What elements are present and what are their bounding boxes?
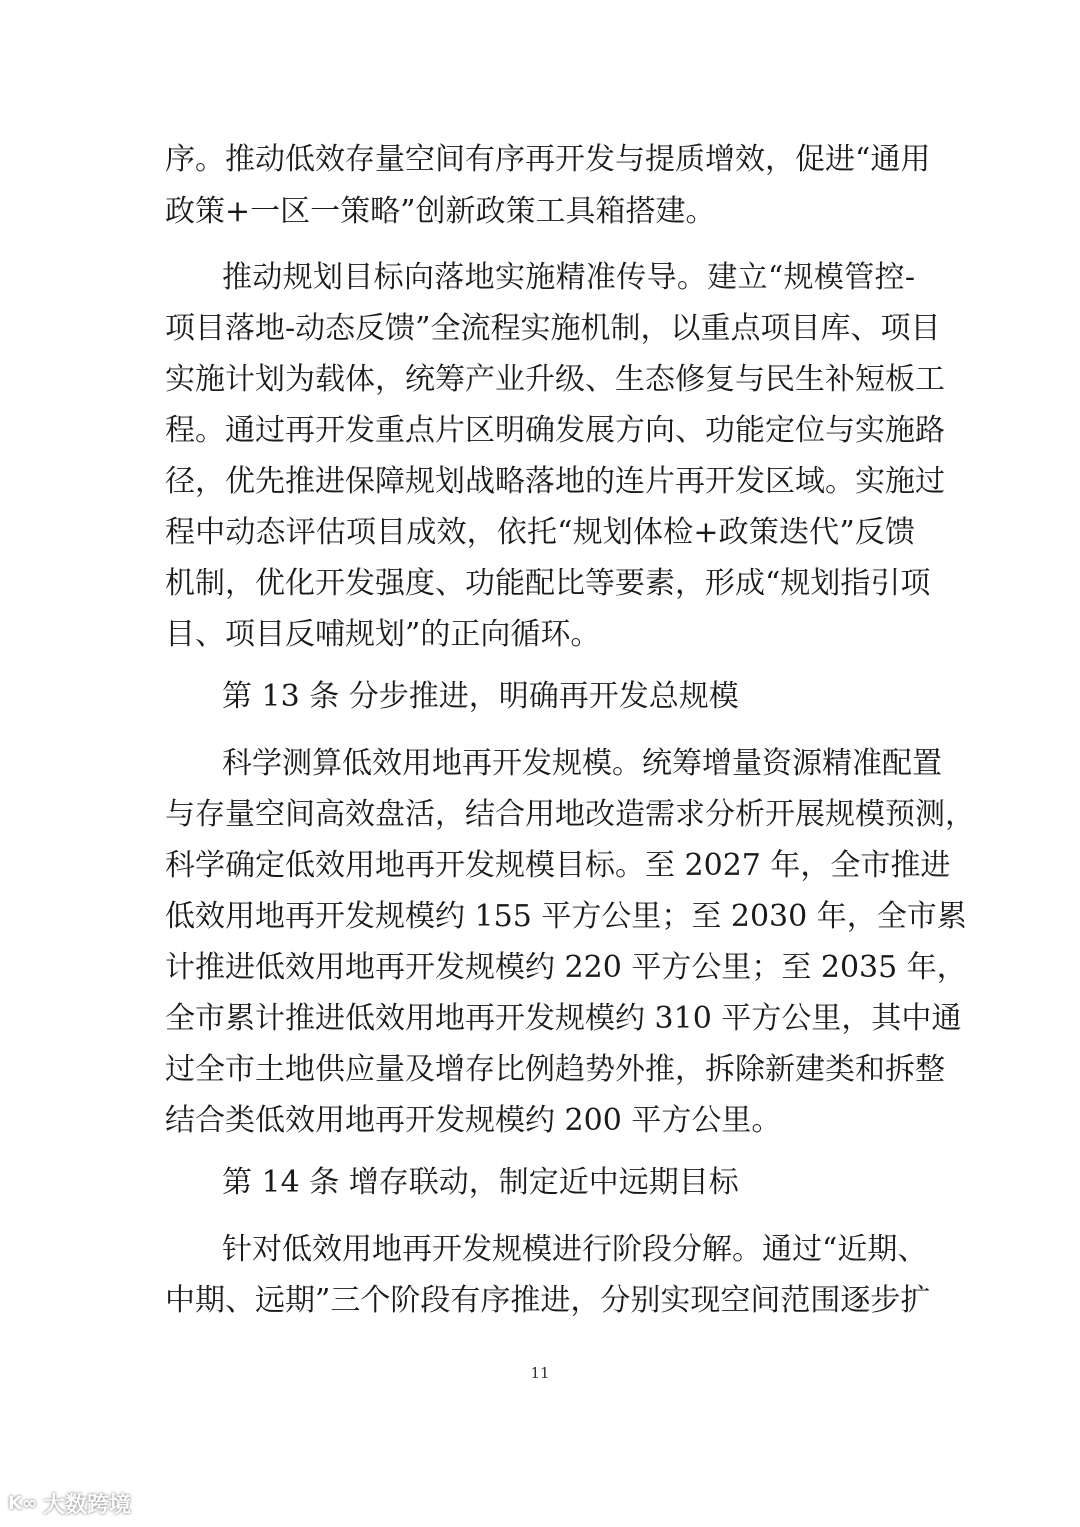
text-line: 科学测算低效用地再开发规模。统筹增量资源精准配置 xyxy=(222,746,942,781)
text-line: 过全市土地供应量及增存比例趋势外推，拆除新建类和拆整 xyxy=(165,1052,945,1087)
text-line: 程中动态评估项目成效，依托“规划体检+政策迭代”反馈 xyxy=(165,515,915,550)
text-line: 序。推动低效存量空间有序再开发与提质增效，促进“通用 xyxy=(165,142,931,177)
text-line: 目、项目反哺规划”的正向循环。 xyxy=(165,617,601,652)
text-line: 全市累计推进低效用地再开发规模约 310 平方公里，其中通 xyxy=(165,1001,962,1036)
text-line: 针对低效用地再开发规模进行阶段分解。通过“近期、 xyxy=(222,1232,928,1267)
text-line: 实施计划为载体，统筹产业升级、生态修复与民生补短板工 xyxy=(165,362,945,397)
text-line: 科学确定低效用地再开发规模目标。至 2027 年，全市推进 xyxy=(165,848,951,883)
text-line: 计推进低效用地再开发规模约 220 平方公里；至 2035 年， xyxy=(165,950,967,985)
article-heading: 第 13 条 分步推进，明确再开发总规模 xyxy=(222,679,739,714)
text-line: 程。通过再开发重点片区明确发展方向、功能定位与实施路 xyxy=(165,413,945,448)
watermark xyxy=(8,1488,131,1519)
watermark-logo-icon: K∞ xyxy=(8,1493,37,1514)
page-number: 11 xyxy=(530,1364,550,1382)
article-heading: 第 14 条 增存联动，制定近中远期目标 xyxy=(222,1165,739,1200)
text-line: 机制，优化开发强度、功能配比等要素，形成“规划指引项 xyxy=(165,566,931,601)
text-line: 低效用地再开发规模约 155 平方公里；至 2030 年，全市累 xyxy=(165,899,967,934)
text-line: 项目落地-动态反馈”全流程实施机制，以重点项目库、项目 xyxy=(165,311,941,346)
text-line: 与存量空间高效盘活，结合用地改造需求分析开展规模预测， xyxy=(165,797,975,832)
text-line: 径，优先推进保障规划战略落地的连片再开发区域。实施过 xyxy=(165,464,945,499)
text-line: 中期、远期”三个阶段有序推进，分别实现空间范围逐步扩 xyxy=(165,1283,931,1318)
watermark-text: 大数跨境 xyxy=(42,1493,131,1518)
text-line: 推动规划目标向落地实施精准传导。建立“规模管控- xyxy=(222,260,915,295)
text-line: 结合类低效用地再开发规模约 200 平方公里。 xyxy=(165,1103,782,1138)
text-line: 政策+一区一策略”创新政策工具箱搭建。 xyxy=(165,194,716,229)
